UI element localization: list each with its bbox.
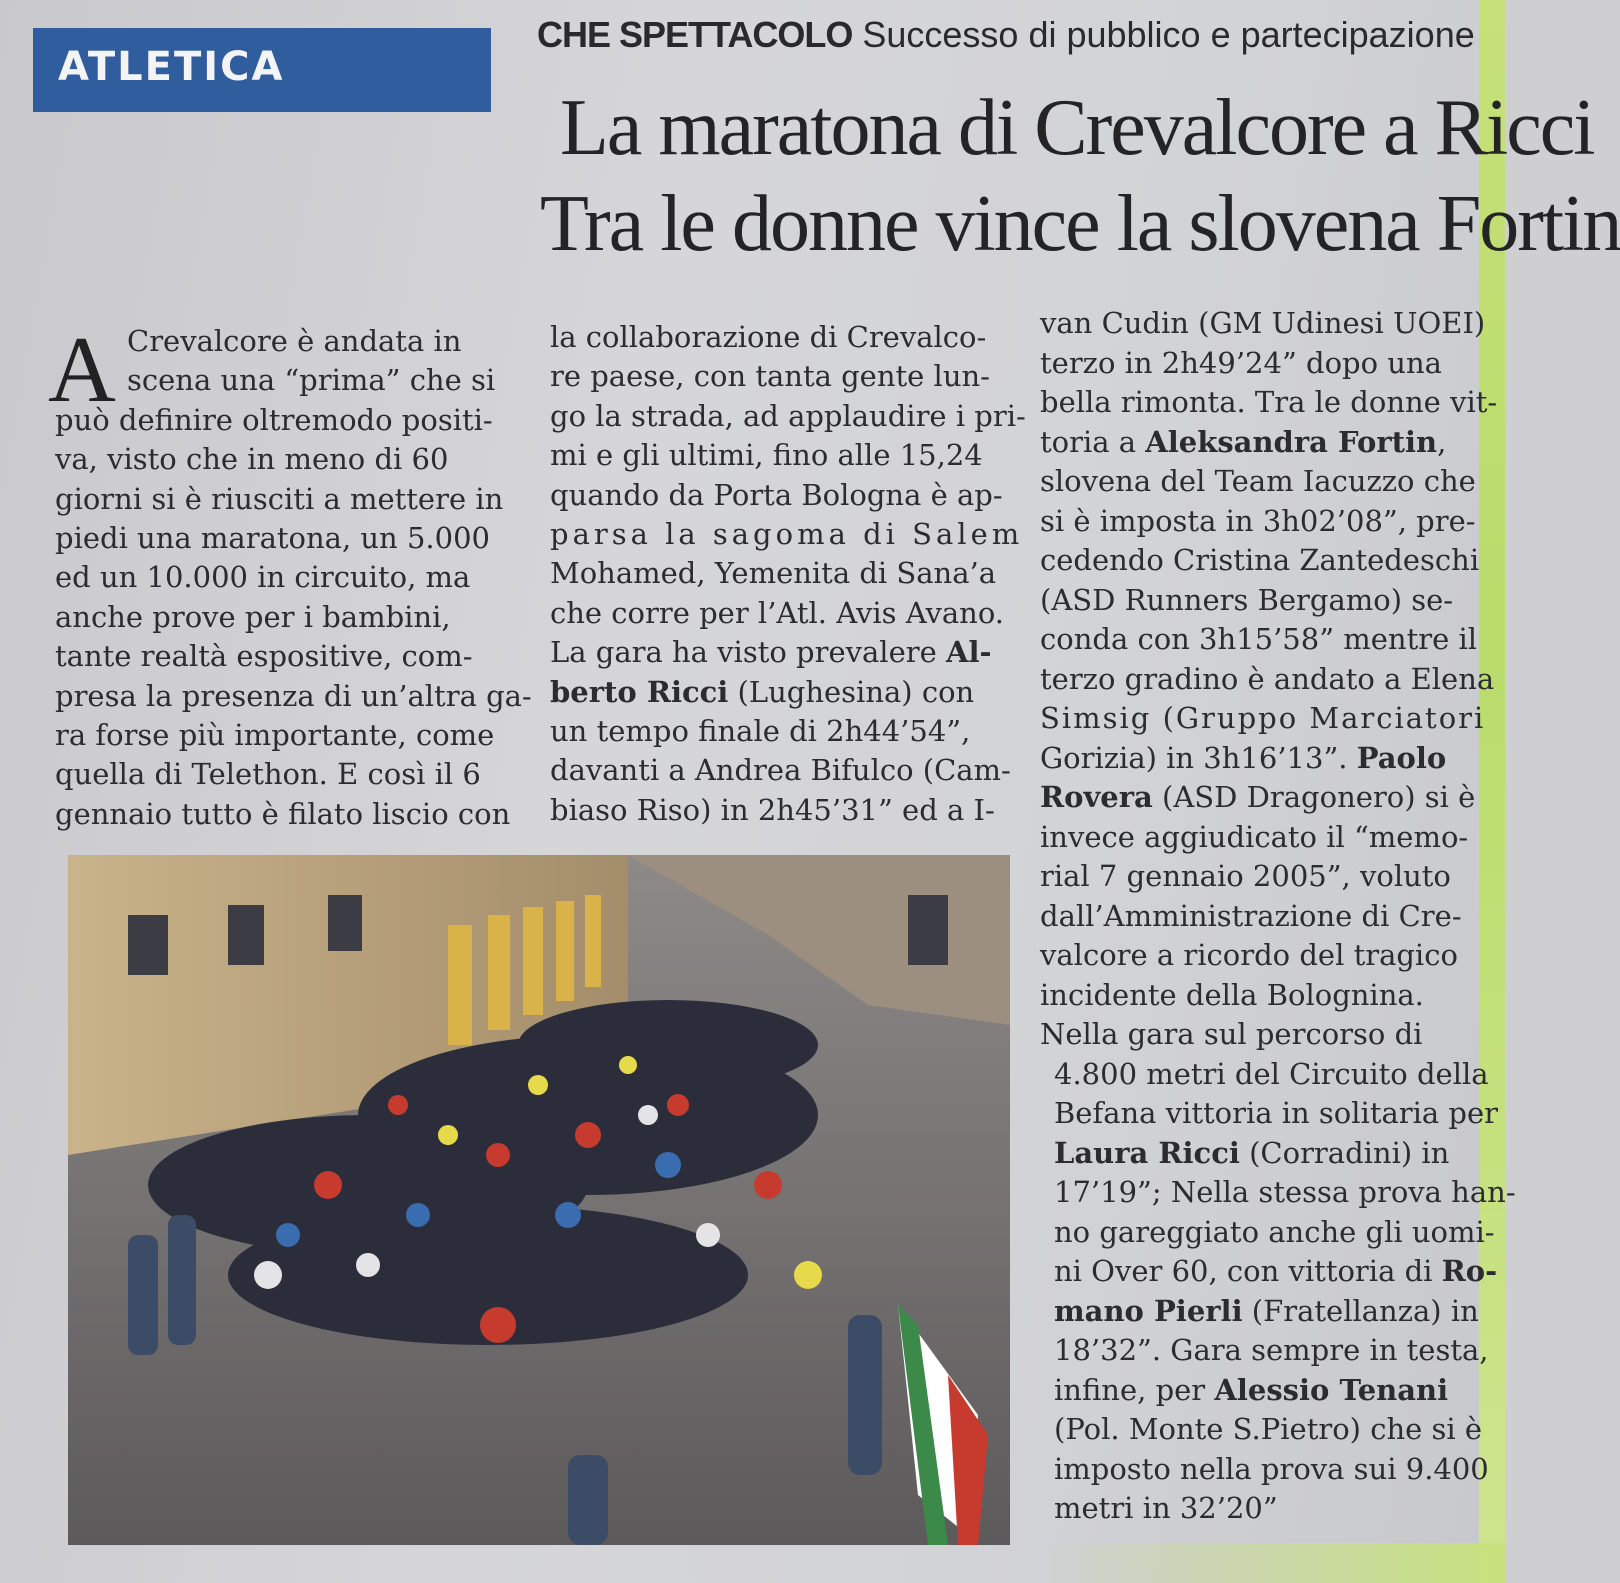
text-line: Nella gara sul percorso di: [1040, 1017, 1423, 1051]
text-line: la collaborazione di Crevalco-: [550, 320, 987, 354]
text-run: (ASD Dragonero) si è: [1152, 780, 1476, 814]
text-line: va, visto che in meno di 60: [55, 442, 449, 477]
text-line: terzo in 2h49’24” dopo una: [1040, 345, 1442, 380]
text-line: [1040, 739, 1495, 779]
text-line: piedi una maratona, un 5.000: [55, 521, 490, 556]
article-column-2: [550, 318, 1026, 830]
athlete-name: Paolo: [1356, 740, 1447, 775]
text-run: toria a: [1040, 424, 1146, 459]
text-line: [1040, 1134, 1495, 1174]
text-line: [1040, 1371, 1495, 1411]
text-line: può definire oltremodo positi-: [55, 402, 493, 437]
text-run: (Lughesina) con: [728, 674, 975, 709]
text-line: 17’19”; Nella stessa prova han-: [1054, 1175, 1516, 1209]
text-line: invece aggiudicato il “memo-: [1040, 819, 1469, 854]
article-column-3: [1040, 304, 1516, 1529]
kicker-text: Successo di pubblico e partecipazione: [862, 14, 1475, 55]
text-line: un tempo finale di 2h44’54”,: [550, 714, 971, 749]
text-line: valcore a ricordo del tragico: [1040, 938, 1458, 972]
athlete-name: Aleksandra Fortin: [1145, 424, 1438, 459]
text-line: tante realtà espositive, com-: [55, 639, 473, 674]
athlete-name: Rovera: [1040, 780, 1153, 814]
section-label: ATLETICA: [58, 44, 285, 90]
text-line: ra forse più importante, come: [55, 718, 495, 753]
text-line: gennaio tutto è filato liscio con: [55, 796, 511, 831]
text-line: biaso Riso) in 2h45’31” ed a I-: [550, 792, 995, 827]
text-line: bella rimonta. Tra le donne vit-: [1040, 385, 1498, 419]
text-run: (Corradini) in: [1239, 1135, 1450, 1170]
text-line: [550, 633, 1005, 672]
text-line: Simsig (Gruppo Marciatori: [1040, 701, 1486, 735]
text-line: davanti a Andrea Bifulco (Cam-: [550, 753, 1011, 788]
text-run: ,: [1437, 424, 1447, 459]
athlete-name: Al-: [946, 635, 992, 670]
article-column-1: [55, 322, 532, 834]
text-line: [1040, 423, 1495, 463]
athlete-name: Laura Ricci: [1054, 1135, 1240, 1170]
text-line: anche prove per i bambini,: [55, 599, 451, 634]
kicker-lead: CHE SPETTACOLO: [537, 14, 853, 55]
text-line: presa la presenza di un’altra ga-: [55, 678, 532, 713]
headline-line-1: La maratona di Crevalcore a Ricci: [560, 84, 1594, 172]
text-run: (Fratellanza) in: [1242, 1293, 1479, 1328]
text-line: no gareggiato anche gli uomi-: [1054, 1214, 1495, 1249]
text-line: giorni si è riusciti a mettere in: [55, 481, 504, 516]
text-line: quando da Porta Bologna è ap-: [550, 477, 1003, 512]
text-run: ni Over 60, con vittoria di: [1054, 1254, 1442, 1288]
athlete-name: berto Ricci: [550, 674, 729, 709]
text-line: si è imposta in 3h02’08”, pre-: [1040, 503, 1476, 538]
text-line: quella di Telethon. E così il 6: [55, 757, 481, 792]
green-background-corner: [1040, 1543, 1505, 1583]
text-line: cedendo Cristina Zantedeschi: [1040, 543, 1480, 577]
text-line: [550, 673, 1005, 712]
athlete-name: Alessio Tenani: [1214, 1372, 1449, 1407]
text-line: slovena del Team Iacuzzo che: [1040, 464, 1476, 498]
text-line: [1040, 778, 1495, 818]
text-line: Befana vittoria in solitaria per: [1054, 1096, 1498, 1130]
kicker: [537, 14, 1497, 56]
athlete-name: mano Pierli: [1054, 1293, 1243, 1328]
text-line: ed un 10.000 in circuito, ma: [55, 560, 471, 595]
text-line: dall’Amministrazione di Cre-: [1040, 898, 1462, 933]
text-line: parsa la sagoma di Salem: [550, 517, 1024, 552]
text-run: infine, per: [1054, 1372, 1215, 1407]
marathon-photo: [68, 855, 1010, 1545]
text-line: go la strada, ad applaudire i pri-: [550, 398, 1026, 433]
text-line: [1040, 1252, 1498, 1292]
text-line: [1040, 1292, 1495, 1332]
headline-line-2: Tra le donne vince la slovena Fortin: [540, 180, 1620, 268]
text-line: (ASD Runners Bergamo) se-: [1040, 582, 1454, 617]
text-line: Mohamed, Yemenita di Sana’a: [550, 556, 997, 591]
text-line: mi e gli ultimi, fino alle 15,24: [550, 438, 983, 473]
marathon-crowd-illustration: [68, 855, 1010, 1545]
headline: [540, 80, 1620, 272]
text-line: conda con 3h15’58” mentre il: [1040, 622, 1478, 656]
text-line: metri in 32’20”: [1054, 1491, 1278, 1525]
text-line: (Pol. Monte S.Pietro) che si è: [1054, 1412, 1483, 1446]
text-line: rial 7 gennaio 2005”, voluto: [1040, 859, 1451, 893]
text-line: re paese, con tanta gente lun-: [550, 359, 990, 394]
text-line: terzo gradino è andato a Elena: [1040, 661, 1495, 696]
text-line: scena una “prima” che si: [127, 363, 496, 398]
text-line: che corre per l’Atl. Avis Avano.: [550, 595, 1005, 630]
drop-cap: A: [48, 318, 116, 422]
text-line: 18’32”. Gara sempre in testa,: [1054, 1333, 1489, 1367]
athlete-name: Ro-: [1441, 1254, 1498, 1288]
text-line: 4.800 metri del Circuito della: [1054, 1056, 1489, 1091]
text-run: La gara ha visto prevalere: [550, 635, 946, 670]
text-line: Crevalcore è andata in: [127, 324, 462, 358]
text-line: van Cudin (GM Udinesi UOEI): [1040, 306, 1486, 340]
text-line: imposto nella prova sui 9.400: [1054, 1451, 1489, 1486]
text-run: Gorizia) in 3h16’13”.: [1040, 740, 1357, 775]
text-line: incidente della Bolognina.: [1040, 977, 1424, 1012]
